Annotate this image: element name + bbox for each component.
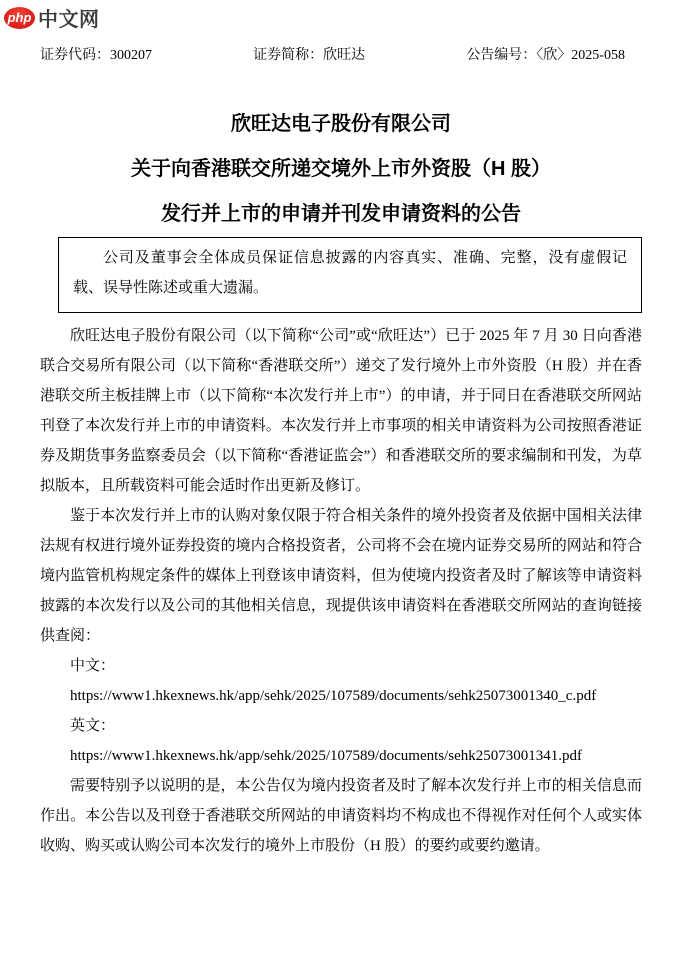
securities-header-row xyxy=(0,0,682,66)
php-logo-badge-icon: php xyxy=(4,7,35,29)
english-pdf-url-text[interactable]: https://www1.hkexnews.hk/app/sehk/2025/107589/documents/sehk25073001341.pdf xyxy=(70,748,583,764)
title-line-2: 关于向香港联交所递交境外上市外资股（H 股） xyxy=(131,158,551,180)
securities-code: 证券代码：300207 xyxy=(40,48,152,63)
chinese-pdf-url[interactable] xyxy=(40,681,642,711)
title-line-1: 欣旺达电子股份有限公司 xyxy=(231,113,451,135)
paragraph-filing-statement: 欣旺达电子股份有限公司（以下简称“公司”或“欣旺达”）已于 2025 年 7 月 30 日向香港联合交易所有限公司（以下简称“香港联交所”）递交了发行境外上市外资股（H 股）并在香港联交所主板挂牌上市（以下简称“本次发行并上市”）的申请，并于同日在香港联交所网站刊登了本次发行并上市的申请资料。本次发行并上市事项的相关申请资料为公司按照香港证券及期货事务监察委员会（以下简称“香港证监会”）和香港联交所的要求编制和刊发，为草拟版本，且所载资料可能会适时作出更新及修订。 xyxy=(40,328,642,494)
english-version-label: 英文： xyxy=(70,718,116,734)
paragraph-special-note: 需要特别予以说明的是，本公告仅为境内投资者及时了解本次发行并上市的相关信息而作出。本公告以及刊登于香港联交所网站的申请资料均不构成也不得视作对任何个人或实体收购、购买或认购公司本次发行的境外上市股份（H 股）的要约或要约邀请。 xyxy=(40,778,642,854)
english-pdf-url[interactable] xyxy=(40,741,642,771)
document-title xyxy=(0,102,682,237)
chinese-pdf-url-text[interactable]: https://www1.hkexnews.hk/app/sehk/2025/107589/documents/sehk25073001340_c.pdf xyxy=(70,688,597,704)
securities-name: 证券简称：欣旺达 xyxy=(253,48,366,63)
disclaimer-box xyxy=(58,237,642,313)
announcement-number: 公告编号：〈欣〉2025-058 xyxy=(466,48,625,63)
site-logo[interactable] xyxy=(4,3,100,32)
site-logo-label: 中文网 xyxy=(38,9,100,31)
announcement-body xyxy=(40,321,642,861)
chinese-version-label: 中文： xyxy=(70,658,116,674)
disclaimer-text: 公司及董事会全体成员保证信息披露的内容真实、准确、完整，没有虚假记载、误导性陈述或重大遗漏。 xyxy=(73,250,627,296)
paragraph-investor-scope: 鉴于本次发行并上市的认购对象仅限于符合相关条件的境外投资者及依据中国相关法律法规有权进行境外证券投资的境内合格投资者，公司将不会在境内证券交易所的网站和符合境内监管机构规定条件的媒体上刊登该申请资料，但为使境内投资者及时了解该等申请资料披露的本次发行以及公司的其他相关信息，现提供该申请资料在香港联交所网站的查询链接供查阅： xyxy=(40,508,642,644)
title-line-3: 发行并上市的申请并刊发申请资料的公告 xyxy=(161,203,521,225)
